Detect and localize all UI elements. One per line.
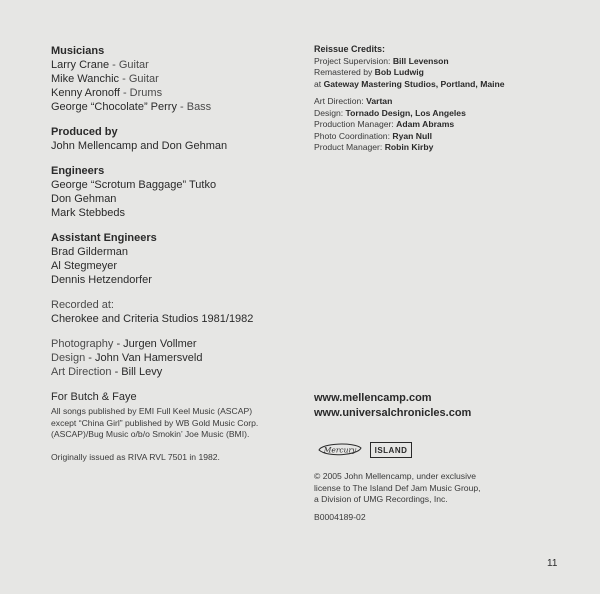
reissue-value: Gateway Mastering Studios, Portland, Maine — [323, 78, 505, 89]
reissue-line — [314, 119, 574, 131]
reissue-label: Remastered by — [314, 67, 375, 77]
producer-line: John Mellencamp and Don Gehman — [51, 140, 228, 152]
website-links — [314, 391, 471, 421]
reissue-line — [314, 142, 574, 154]
website-link[interactable]: www.universalchronicles.com — [314, 407, 472, 419]
reissue-value: Vartan — [366, 96, 393, 106]
assistant-engineers-section — [51, 231, 301, 287]
art-credit-line — [51, 337, 301, 351]
musicians-section — [51, 44, 301, 114]
reissue-section-bottom — [314, 96, 574, 154]
reissue-value: Tornado Design, Los Angeles — [345, 107, 466, 118]
dedication-section — [51, 390, 301, 404]
island-logo: ISLAND — [370, 442, 412, 458]
art-credit-role: Design — [51, 352, 86, 364]
label-logos — [316, 441, 412, 459]
producer-section — [51, 125, 301, 153]
reissue-label: Production Manager: — [314, 119, 397, 129]
catalog-number: B0004189-02 — [314, 512, 366, 522]
engineer-line: George “Scrotum Baggage” Tutko — [51, 179, 217, 191]
dedication: For Butch & Faye — [51, 391, 137, 403]
reissue-line — [314, 79, 574, 91]
art-credit-name: - John Van Hamersveld — [85, 352, 203, 364]
reissue-value: Ryan Null — [392, 130, 432, 141]
left-credits-column — [51, 44, 301, 415]
recorded-label: Recorded at: — [51, 299, 114, 311]
musician-name: George “Chocolate” Perry — [51, 101, 177, 113]
reissue-value: Bob Ludwig — [374, 67, 424, 77]
engineers-heading: Engineers — [51, 165, 105, 177]
reissue-heading: Reissue Credits: — [314, 44, 386, 54]
musician-role: - Drums — [119, 87, 163, 99]
art-credit-line — [51, 365, 301, 379]
reissue-label: Art Direction: — [314, 96, 367, 106]
assistant-engineer-line: Brad Gilderman — [51, 246, 129, 258]
musicians-heading: Musicians — [51, 45, 105, 57]
musician-name: Larry Crane — [51, 59, 110, 71]
engineers-section — [51, 164, 301, 220]
reissue-label: Design: — [314, 107, 346, 118]
assistant-engineers-heading: Assistant Engineers — [51, 232, 157, 244]
page-number: 11 — [547, 558, 558, 569]
reissue-label: Product Manager: — [314, 142, 385, 152]
copyright-line: a Division of UMG Recordings, Inc. — [314, 494, 448, 504]
musician-line — [51, 100, 301, 114]
art-credit-name: - Bill Levy — [111, 366, 163, 378]
original-issue-note: Originally issued as RIVA RVL 7501 in 1982. — [51, 451, 220, 462]
art-credit-name: - Jurgen Vollmer — [113, 338, 197, 350]
assistant-engineer-line: Al Stegmeyer — [51, 260, 118, 272]
reissue-line — [314, 108, 574, 120]
reissue-line — [314, 67, 574, 79]
copyright-line: license to The Island Def Jam Music Group, — [314, 482, 481, 493]
reissue-credits-column — [314, 44, 574, 160]
publishing-notes — [51, 406, 311, 463]
musician-name: Mike Wanchic — [51, 73, 120, 85]
musician-role: - Guitar — [119, 73, 159, 85]
musician-role: - Bass — [176, 101, 212, 113]
assistant-engineer-line: Dennis Hetzendorfer — [51, 274, 152, 286]
reissue-line — [314, 131, 574, 143]
musician-line — [51, 86, 301, 100]
copyright-line: © 2005 John Mellencamp, under exclusive — [314, 471, 477, 481]
publishing-line: All songs published by EMI Full Keel Music (ASCAP) — [51, 406, 253, 416]
reissue-label: Project Supervision: — [314, 55, 393, 66]
copyright-notice — [314, 471, 481, 506]
musician-line — [51, 58, 301, 72]
publishing-line: except “China Girl” published by WB Gold Music Corp. — [51, 417, 259, 428]
reissue-value: Robin Kirby — [384, 142, 434, 152]
recorded-line: Cherokee and Criteria Studios 1981/1982 — [51, 313, 254, 325]
mercury-logo-icon — [316, 441, 364, 459]
musician-name: Kenny Aronoff — [51, 87, 120, 99]
publishing-line: (ASCAP)/Bug Music o/b/o Smokin’ Joe Music (BMI). — [51, 429, 250, 439]
art-credits-section — [51, 337, 301, 379]
reissue-line — [314, 56, 574, 68]
art-credit-role: Photography — [51, 338, 114, 350]
reissue-value: Adam Abrams — [396, 119, 455, 129]
engineer-line: Don Gehman — [51, 193, 117, 205]
reissue-label: at — [314, 78, 324, 89]
reissue-label: Photo Coordination: — [314, 130, 393, 141]
art-credit-role: Art Direction — [51, 366, 112, 378]
art-credit-line — [51, 351, 301, 365]
musician-role: - Guitar — [109, 59, 149, 71]
reissue-value: Bill Levenson — [392, 55, 449, 66]
engineer-line: Mark Stebbeds — [51, 207, 125, 219]
mercury-logo-text: Mercury — [323, 445, 357, 455]
mercury-logo — [316, 441, 364, 459]
recorded-section — [51, 298, 301, 326]
reissue-section-top — [314, 44, 574, 90]
reissue-line — [314, 96, 574, 108]
website-link[interactable]: www.mellencamp.com — [314, 392, 432, 404]
producer-heading: Produced by — [51, 126, 118, 138]
musician-line — [51, 72, 301, 86]
